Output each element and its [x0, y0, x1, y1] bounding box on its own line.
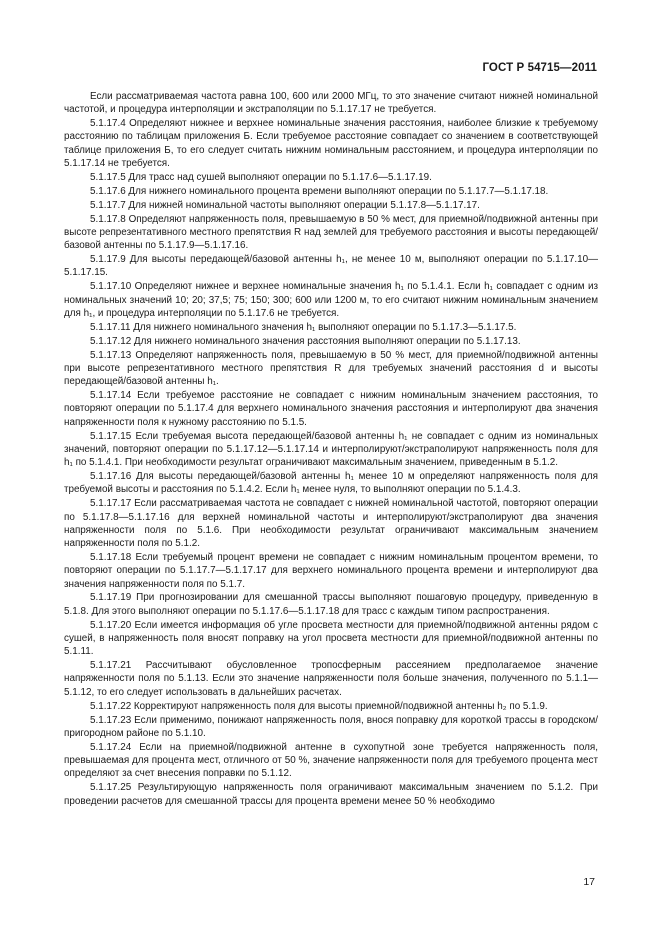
- paragraph: 5.1.17.5 Для трасс над сушей выполняют операции по 5.1.17.6—5.1.17.19.: [90, 171, 432, 183]
- paragraph: Если рассматриваемая частота равна 100, 600 или 2000 МГц, то это значение считают нижней номинальной частотой, и процедура интерполяции и экстраполяции по 5.1.17.17 не требуется.: [64, 91, 598, 116]
- page-number: 17: [583, 876, 595, 888]
- paragraph: 5.1.17.19 При прогнозировании для смешанной трассы выполняют пошаговую процедуру, приведенную в 5.1.8. Для этого выполняют операции по 5.1.17.6—5.1.17.18 для трасс с каждым типом распространения.: [64, 592, 598, 617]
- paragraph: 5.1.17.10 Определяют нижнее и верхнее номинальные значения h₁ по 5.1.4.1. Если h₁ совпадает с одним из номинальных значений 10; 20; 37,5; 75; 150; 300; 600 или 1200 м, то его считают нижним номинальным значением для h₁, и процедура интерполяции по 5.1.17.6 не требуется.: [64, 281, 598, 319]
- paragraph: 5.1.17.24 Если на приемной/подвижной антенне в сухопутной зоне требуется напряженность поля, превышаемая для процента мест, отличного от 50 %, значение напряженности поля для требуемого процента мест определяют за счет внесения поправки по 5.1.12.: [64, 741, 598, 780]
- paragraph: 5.1.17.18 Если требуемый процент времени не совпадает с нижним номинальным процентом времени, то повторяют операции по 5.1.17.7—5.1.17.17 для верхнего номинального процента времени и интерполируют два значения напряженности поля по 5.1.7.: [64, 552, 598, 590]
- paragraph: 5.1.17.6 Для нижнего номинального процента времени выполняют операции по 5.1.17.7—5.1.17.18.: [90, 185, 549, 197]
- paragraph: 5.1.17.15 Если требуемая высота передающей/базовой антенны h₁ не совпадает с одним из номинальных значений, повторяют операции по 5.1.17.12—5.1.17.14 и интерполируют/экстраполируют напряженность поля для h₁ по 5.1.4.1. При необходимости результат ограничивают максимальным значением, приведенным в 5.1.2.: [64, 430, 598, 469]
- paragraph: 5.1.17.23 Если применимо, понижают напряженность поля, внося поправку для короткой трассы в городском/пригородном районе по 5.1.10.: [64, 714, 598, 739]
- paragraph: 5.1.17.14 Если требуемое расстояние не совпадает с нижним номинальным значением расстояния, то повторяют операции по 5.1.17.4 для верхнего номинального значения расстояния и интерполируют два значения напряженности поля к нужному расстоянию по 5.1.5.: [64, 390, 598, 428]
- paragraph: 5.1.17.21 Рассчитывают обусловленное тропосферным рассеянием предполагаемое значение напряженности поля по 5.1.13. Если это значение напряженности поля больше значения, полученного по 5.1.1—5.1.12, то его следует использовать в дальнейших расчетах.: [64, 660, 598, 698]
- paragraph: 5.1.17.7 Для нижней номинальной частоты выполняют операции 5.1.17.8—5.1.17.17.: [90, 199, 480, 211]
- paragraph: 5.1.17.12 Для нижнего номинального значения расстояния выполняют операции по 5.1.17.13.: [90, 335, 521, 347]
- document-header: ГОСТ Р 54715—2011: [482, 62, 597, 74]
- paragraph: 5.1.17.20 Если имеется информация об угле просвета местности для приемной/подвижной антенны рядом с сушей, в напряженность поля вносят поправку на угол просвета местности для приемной/подвижной антенны по 5.1.11.: [64, 619, 598, 658]
- paragraph: 5.1.17.25 Результирующую напряженность поля ограничивают максимальным значением по 5.1.2. При проведении расчетов для смешанной трассы для процента времени менее 50 % необходимо: [64, 782, 598, 807]
- paragraph: 5.1.17.4 Определяют нижнее и верхнее номинальные значения расстояния, наиболее близкие к требуемому расстоянию по таблицам приложения Б. Если требуемое расстояние совпадает со значением в соответствующей таблице приложения Б, то его следует считать нижним номинальным расстоянием, и процедура интерполяции по 5.1.17.14 не требуется.: [64, 118, 598, 170]
- paragraph: 5.1.17.22 Корректируют напряженность поля для высоты приемной/подвижной антенны h₂ по 5.1.9.: [90, 700, 548, 712]
- paragraph: 5.1.17.17 Если рассматриваемая частота не совпадает с нижней номинальной частотой, повторяют операции по 5.1.17.8—5.1.17.16 для верхней номинальной частоты и интерполируют/экстраполируют два значения напряженности поля по 5.1.6. При необходимости результат ограничивают максимальным значением напряженности поля по 5.1.2.: [64, 498, 598, 550]
- paragraph: 5.1.17.11 Для нижнего номинального значения h₁ выполняют операции по 5.1.17.3—5.1.17.5.: [90, 321, 517, 333]
- paragraph: 5.1.17.8 Определяют напряженность поля, превышаемую в 50 % мест, для приемной/подвижной антенны при высоте репрезентативного местного препятствия R над землей для требуемого расстояния и высоты передающей/базовой антенны по 5.1.17.9—5.1.17.16.: [64, 213, 598, 252]
- paragraph: 5.1.17.9 Для высоты передающей/базовой антенны h₁, не менее 10 м, выполняют операции по 5.1.17.10—5.1.17.15.: [64, 254, 598, 279]
- paragraph: 5.1.17.16 Для высоты передающей/базовой антенны h₁ менее 10 м определяют напряженность поля для требуемой высоты и расстояния по 5.1.4.2. Если h₁ менее нуля, то выполняют операции по 5.1.4.3.: [64, 471, 598, 496]
- document-body: [64, 90, 598, 808]
- paragraph: 5.1.17.13 Определяют напряженность поля, превышаемую в 50 % мест, для приемной/подвижной антенны при высоте репрезентативного местного препятствия R для требуемых значений расстояния d и высоты передающей/базовой антенны h₁.: [64, 349, 598, 388]
